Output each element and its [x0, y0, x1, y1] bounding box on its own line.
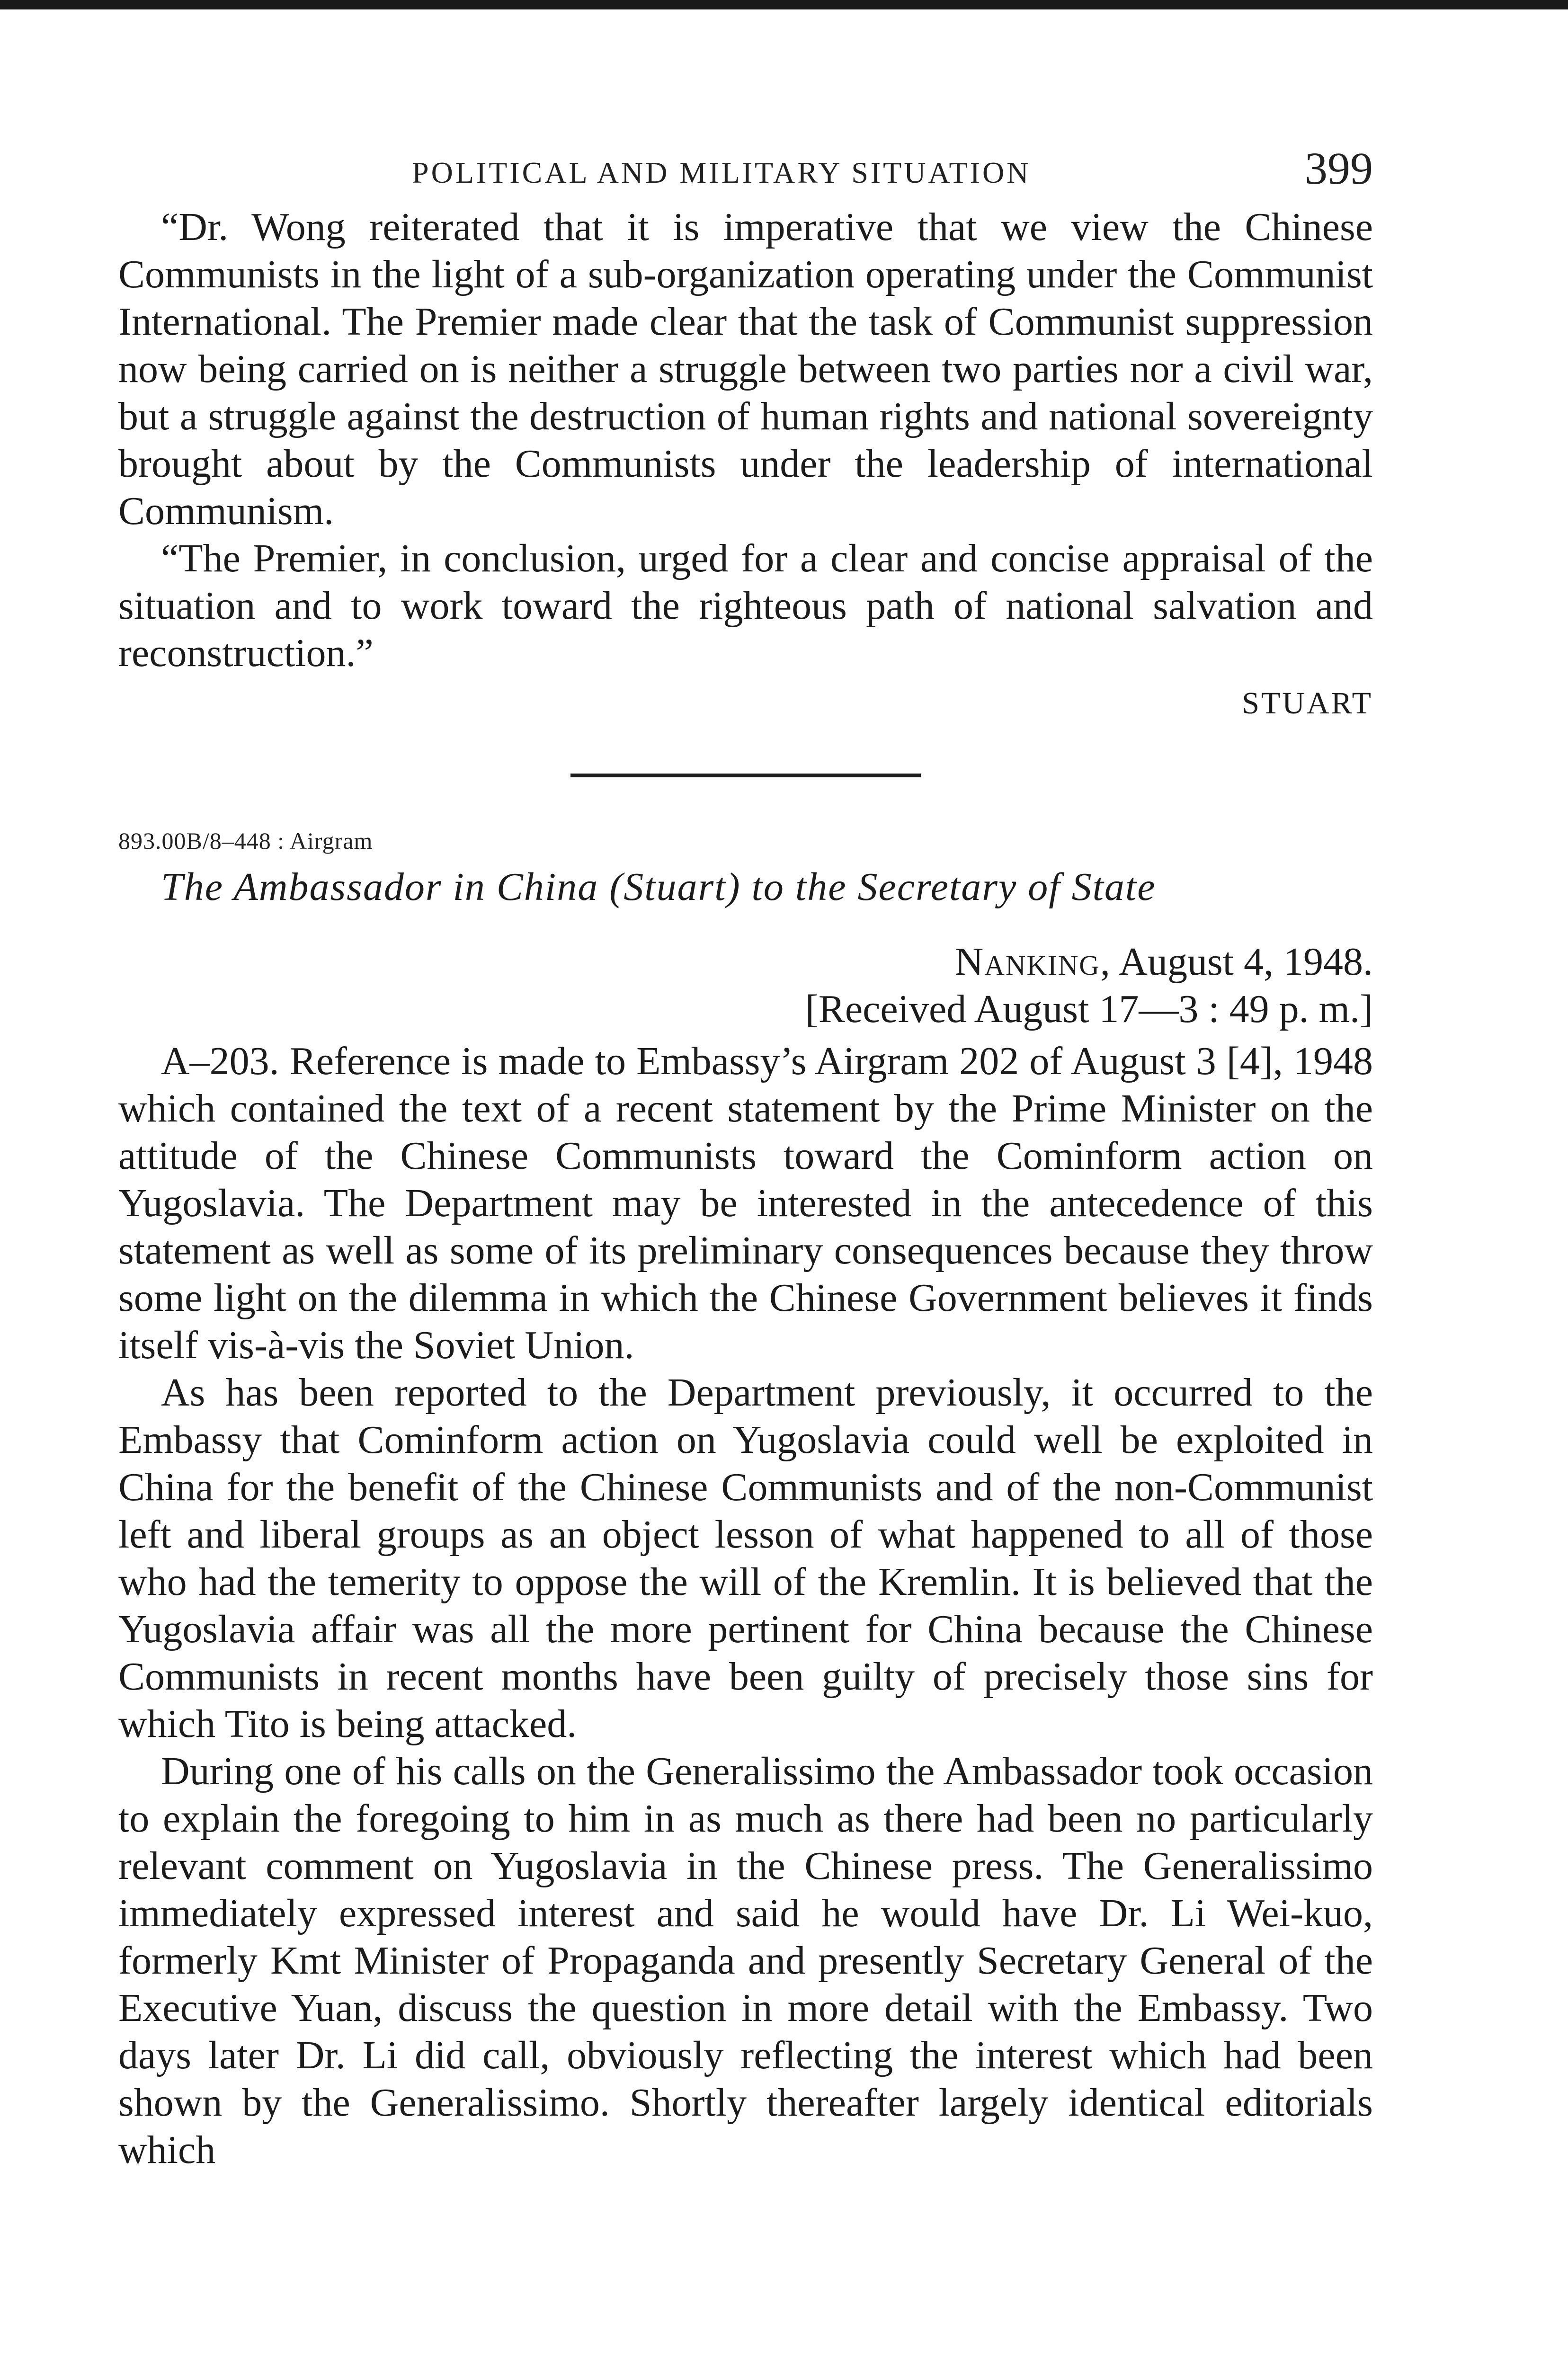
dateline	[118, 938, 1373, 986]
document-heading: The Ambassador in China (Stuart) to the Secretary of State	[161, 865, 1156, 909]
body-paragraph-2: As has been reported to the Department previously, it occurred to the Embassy that Cominform action on Yugoslavia could well be exploited in China for the benefit of the Chinese Communists and of the non-Communist left and liberal groups as an object lesson of what happened to all of those who had the temerity to oppose the will of the Kremlin. It is believed that the Yugoslavia affair was all the more pertinent for China because the Chinese Communists in recent months have been guilty of precisely those sins for which Tito is being attacked.	[118, 1370, 1373, 1746]
file-reference: 893.00B/8–448 : Airgram	[118, 828, 373, 854]
section-divider	[570, 774, 921, 777]
received-note: [Received August 17—3 : 49 p. m.]	[805, 987, 1373, 1031]
top-border-rule	[0, 0, 1568, 9]
running-head-title: POLITICAL AND MILITARY SITUATION	[412, 156, 1031, 189]
previous-document-paragraph-1: “Dr. Wong reiterated that it is imperative that we view the Chinese Communists in the light of a sub-organization operating under the Communist International. The Premier made clear that the task of Communist suppression now being carried on is neither a struggle between two parties nor a civil war, but a struggle against the destruction of human rights and national sovereignty brought about by the Communists under the leadership of international Communism.	[118, 205, 1373, 533]
page-content	[118, 142, 1373, 2174]
page-number: 399	[1305, 143, 1373, 194]
body-paragraph-1: A–203. Reference is made to Embassy’s Airgram 202 of August 3 [4], 1948 which contained the text of a recent statement by the Prime Minister on the attitude of the Chinese Communists toward the Cominform action on Yugoslavia. The Department may be interested in the antecedence of this statement as well as some of its preliminary consequences because they throw some light on the dilemma in which the Chinese Government believes it finds itself vis-à-vis the Soviet Union.	[118, 1039, 1373, 1367]
dateline-place: Nanking,	[954, 940, 1111, 984]
signature: STUART	[1242, 686, 1373, 721]
body-paragraph-3: During one of his calls on the Generalissimo the Ambassador took occasion to explain the foregoing to him in as much as there had been no particularly relevant comment on Yugoslavia in the Chinese press. The Generalissimo immediately expressed interest and said he would have Dr. Li Wei-kuo, formerly Kmt Minister of Propaganda and presently Secretary General of the Executive Yuan, discuss the question in more detail with the Embassy. Two days later Dr. Li did call, obviously reflecting the interest which had been shown by the Generalissimo. Shortly thereafter largely identical editorials which	[118, 1749, 1373, 2172]
dateline-date: August 4, 1948.	[1119, 940, 1373, 984]
running-head	[118, 142, 1373, 199]
previous-document-paragraph-2: “The Premier, in conclusion, urged for a clear and concise appraisal of the situation and to work toward the righteous path of national salvation and reconstruction.”	[118, 536, 1373, 675]
